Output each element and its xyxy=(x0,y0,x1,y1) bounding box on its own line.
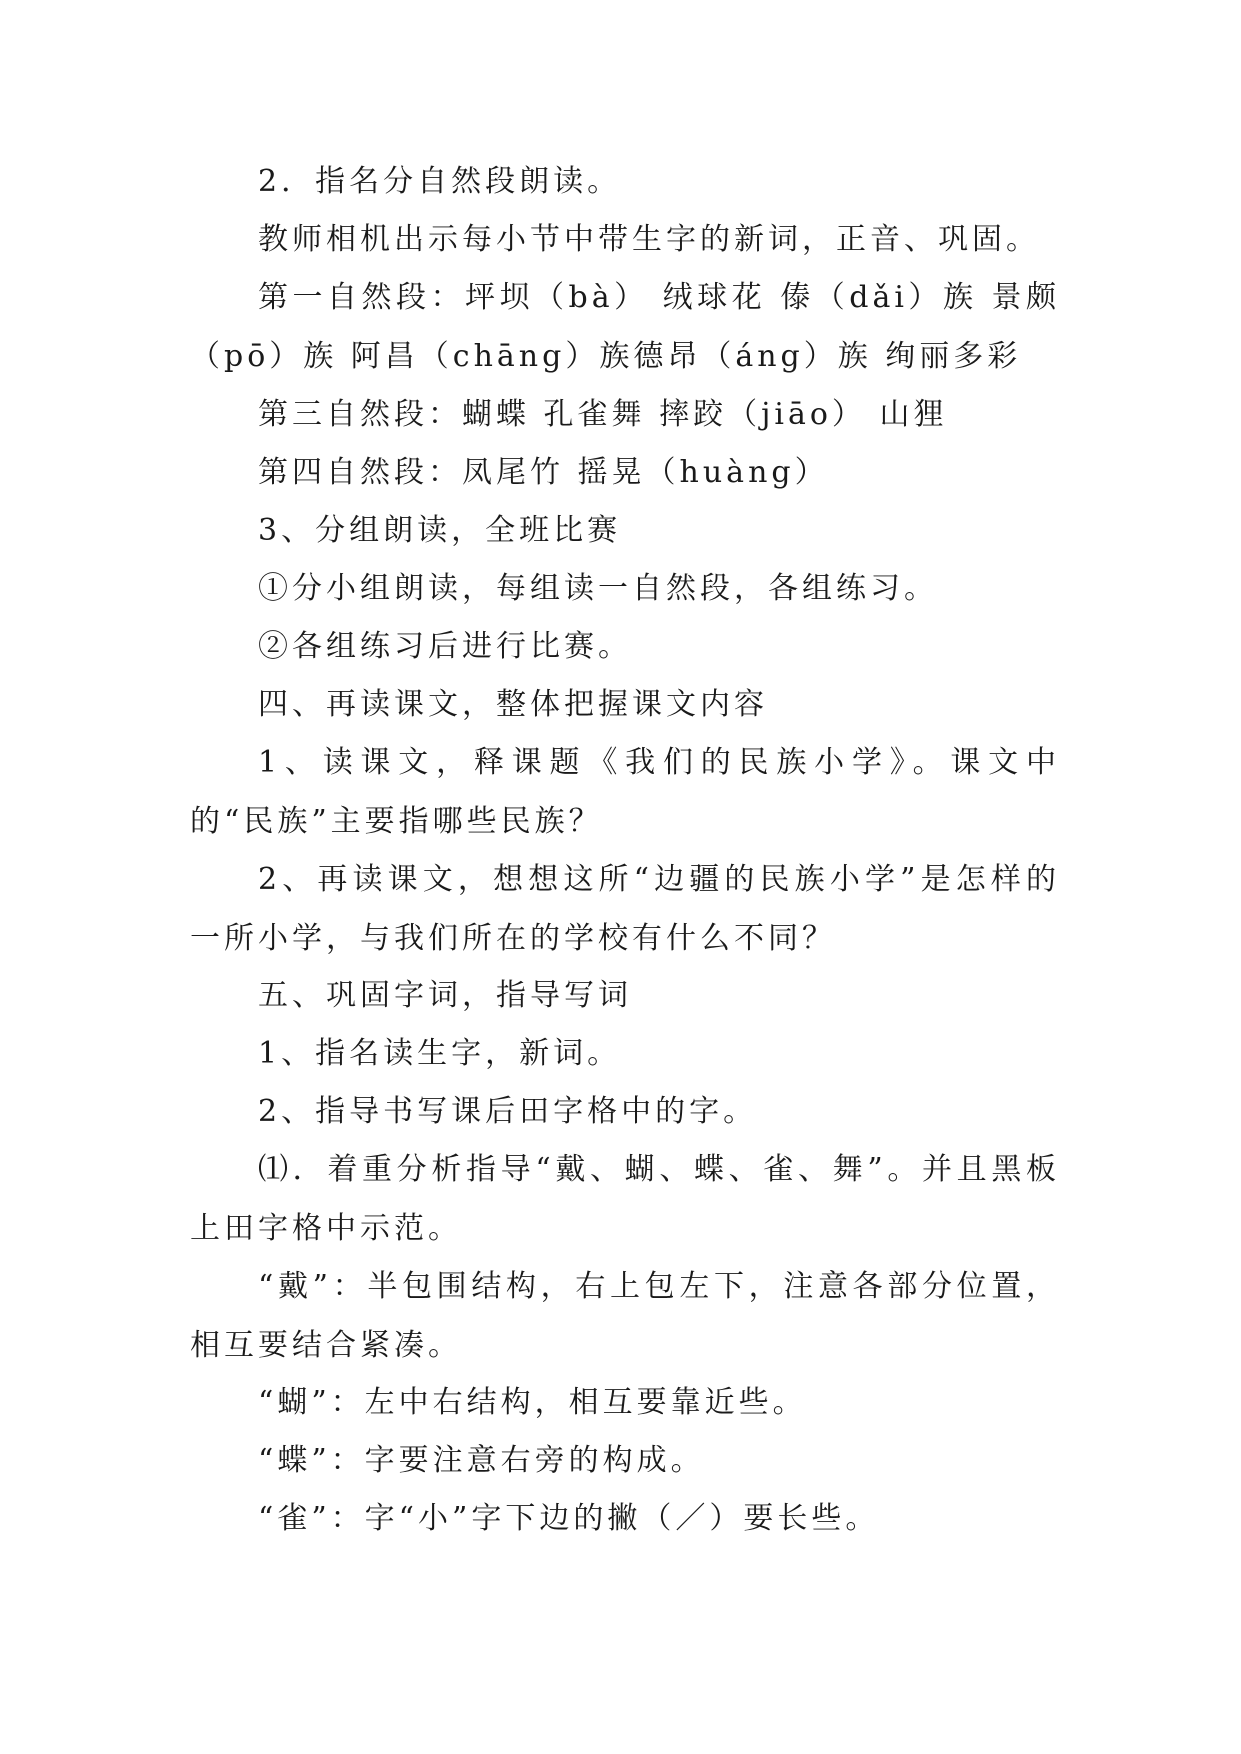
paragraph-key-characters-analysis: ⑴．着重分析指导“戴、蝴、蝶、雀、舞”。并且黑板上田字格中示范。 xyxy=(190,1152,1060,1246)
section-heading-consolidate-words: 五、巩固字词，指导写词 xyxy=(258,978,632,1013)
paragraph-character-dai: “戴”：半包围结构，右上包左下，注意各部分位置，相互要结合紧凑。 xyxy=(190,1269,1060,1363)
paragraph-reading-by-section: 2．指名分自然段朗读。 xyxy=(258,164,622,199)
paragraph-character-die: “蝶”：字要注意右旁的构成。 xyxy=(258,1443,705,1478)
paragraph-reread-compare-question: 2、再读课文，想想这所“边疆的民族小学”是怎样的一所小学，与我们所在的学校有什么不同？ xyxy=(190,862,1060,956)
paragraph-character-hu: “蝴”：左中右结构，相互要靠近些。 xyxy=(258,1385,807,1420)
paragraph-read-new-words: 1、指名读生字，新词。 xyxy=(258,1036,622,1071)
paragraph-group-reading: 3、分组朗读，全班比赛 xyxy=(258,513,622,548)
paragraph-group-competition: ②各组练习后进行比赛。 xyxy=(258,629,632,664)
paragraph-writing-guidance: 2、指导书写课后田字格中的字。 xyxy=(258,1094,758,1129)
paragraph-third-section-words: 第三自然段：蝴蝶 孔雀舞 摔跤（jiāo） 山狸 xyxy=(258,397,948,432)
paragraph-teacher-shows-words: 教师相机出示每小节中带生字的新词，正音、巩固。 xyxy=(258,222,1040,257)
paragraph-fourth-section-words: 第四自然段：凤尾竹 摇晃（huàng） xyxy=(258,455,829,490)
paragraph-character-que: “雀”：字“小”字下边的撇（／）要长些。 xyxy=(258,1501,880,1536)
paragraph-group-practice: ①分小组朗读，每组读一自然段，各组练习。 xyxy=(258,571,938,606)
paragraph-read-title-question: 1、读课文，释课题《我们的民族小学》。课文中的“民族”主要指哪些民族？ xyxy=(190,745,1060,839)
paragraph-first-section-words: 第一自然段：坪坝（bà） 绒球花 傣（dǎi）族 景颇（pō）族 阿昌（chāng）族德昂（áng）族 绚丽多彩 xyxy=(190,280,1060,374)
section-heading-reread-text: 四、再读课文，整体把握课文内容 xyxy=(258,687,768,722)
